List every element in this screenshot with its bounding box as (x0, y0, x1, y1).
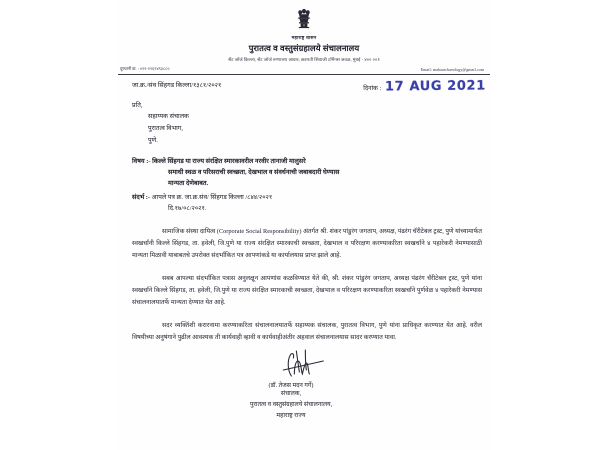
addressee-line-3: पुणे. (148, 137, 158, 145)
date-block (363, 77, 487, 95)
reference-text-1: आपले पत्र क्र. जा.क्र.संव/ सिंहगड किल्ला /८४४/२०२१ (151, 193, 273, 201)
subject-label: विषय :- (132, 157, 151, 165)
signatory-office: पुरातत्व व वस्तुसंग्रहालये संचालनालय, (249, 400, 333, 408)
reference-text-2: दि.१७/०८/२०२१. (168, 204, 207, 212)
directorate-title: पुरातत्व व वस्तुसंग्रहालये संचालनालय (248, 44, 360, 53)
signatory-name: (डॉ. तेजस मदन गर्गे) (268, 382, 314, 390)
salutation: प्रति, (132, 101, 143, 109)
addressee-line-2: पुरातत्व विभाग, (148, 125, 183, 133)
body-paragraph-2: सबब आपल्या संदर्भांकित पत्रास अनुलक्षून आपणांस कळविण्यात येते की, श्री. शंकर पांडुरंग जगताप, अध्यक्ष पंढरंग चॅरीटेबल ट्रस्ट, पुणे यांना स्वखर्चांने किल्ले सिंहगड, ता. हवेली, जि.पुणे या राज्य संरक्षित स्मारकाची स्वच्छता, देखभाल व परिरक्षण करण्याकरिता स्वखर्चांने पुर्णवेळ ४ पहारेकरी नेमण्यास संचालनालयातर्फे मान्यता देण्यात येत आहे. (132, 274, 482, 307)
government-line: महाराष्ट्र शासन (291, 35, 317, 40)
addressee-block (118, 100, 490, 147)
body-paragraph-1: सामाजिक संस्था दायित्व (Corporate Social Responsibility) अंतर्गत श्री. शंकर पांडुरंग जगताप, अध्यक्ष, पंढरंग चॅरीटेबल ट्रस्ट, पुणे यांच्यामार्फत स्वखर्चांनी किल्ले सिंहगड, ता. हवेली, जि.पुणे या राज्य संरक्षित स्मारकाची स्वच्छता, देखभाल व परिरक्षण करण्याकरिता स्वखर्चांने ४ पहारेकरी नेमण्यासाठी मान्यता मिळावी याबाबतचे उपरोक्त संदर्भांकित पत्र आपणांकडे या कार्यालयास प्राप्त झाले आहे. (132, 227, 482, 260)
reference-date-row (118, 77, 490, 95)
header-divider (118, 74, 490, 75)
page-left-margin (0, 0, 118, 450)
signature-block (118, 350, 490, 422)
reference-line-first (132, 192, 480, 203)
date-stamp: 17 AUG 2021 (385, 77, 487, 95)
signatory-designation: संचालक, (280, 390, 302, 398)
subject-reference-block (118, 156, 490, 214)
addressee-line-1: सहाय्यक संचालक (148, 113, 189, 121)
phone-number: दूरध्वनी क्र. : ०२२-२२६२४९३८८० (120, 65, 170, 71)
contact-row (118, 66, 490, 72)
handwritten-signature (118, 350, 464, 380)
letter-paper (118, 0, 490, 450)
signatory-state: महाराष्ट्र राज्य (276, 411, 306, 419)
outward-reference-number: जा.क्र./संव सिंहगड किल्ला/१३८१/२०२१ (132, 81, 222, 89)
subject-text-1: किल्ले सिंहगड या राज्य संरक्षित स्मारकावरील नरवीर तानाजी मालुसरे (152, 157, 306, 165)
reference-label: संदर्भ :- (132, 193, 151, 201)
letterhead (118, 0, 490, 75)
letter-body (118, 226, 490, 344)
office-address: सेंट जॉर्ज किल्ला, सेंट जॉर्ज रुग्णालय आवार, छत्रपती शिवाजी टर्मिनस जवळ, मुंबई - ४०० ००१ (228, 56, 380, 62)
subject-text-2: समाधी स्थळ व परिसराची स्वच्छता, देखभाल व संवर्धनाची जबाबदारी घेण्यास (168, 168, 340, 176)
date-label: दिनांक : (363, 84, 382, 92)
emblem-container (118, 0, 490, 34)
ashoka-lion-capital-emblem (294, 8, 314, 34)
body-paragraph-3: सदर व्यक्तिंशी करारनामा करण्याकरिता संचालनालयातर्फे सहाय्यक संचालक, पुरातत्व विभाग, पुणे यांना प्राधिकृत करण्यात येत आहे. वरील विषयीच्या अनुषंगाने पुढील आवश्यक ती कार्यवाही व्हावी व कार्यवाहीअंतीर अहवाल संचालनालयास सादर करण्यात यावा. (132, 321, 482, 341)
subject-text-3: मान्यता देणेबाबत. (168, 179, 209, 187)
subject-line-first (132, 156, 480, 167)
page-right-margin (490, 0, 600, 450)
email-address: Email: mahaarchaeology@gmail.com (420, 66, 484, 72)
